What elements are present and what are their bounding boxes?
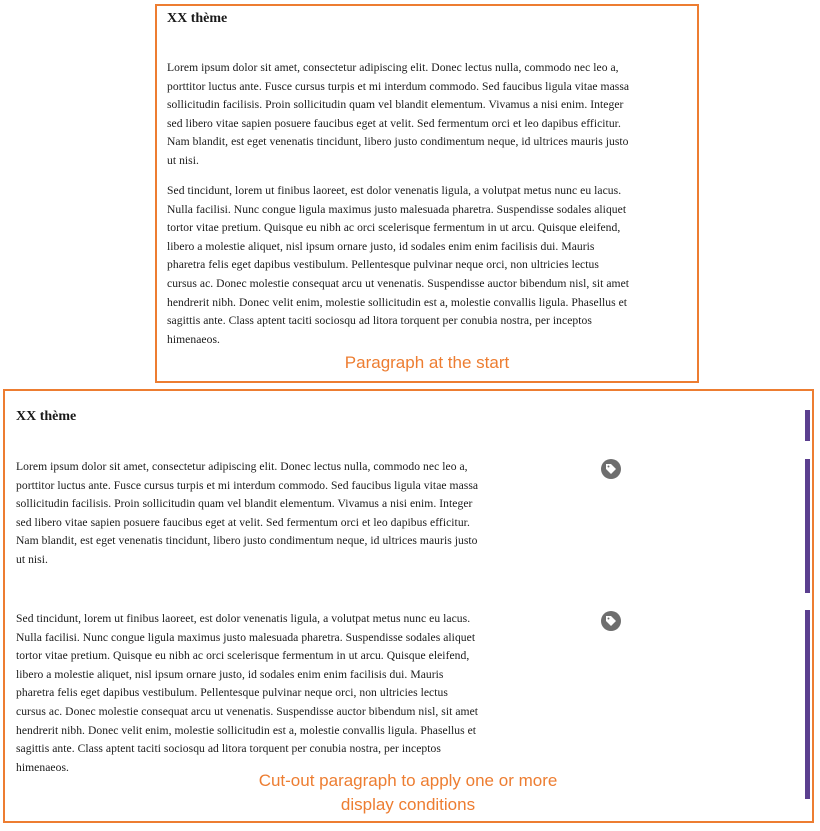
paragraph-line: Lorem ipsum dolor sit amet, consectetur adipiscing elit. Donec lectus nulla, commodo nec leo a, (16, 460, 468, 473)
paragraph-line: cursus ac. Donec molestie consequat arcu ut venenatis. Suspendisse auctor bibendum nisl, sit amet (16, 704, 479, 718)
paragraph-1 (16, 458, 478, 570)
paragraph-line: Nam blandit, est eget venenatis tincidunt, libero justo condimentum neque, id ultrices mauris justo (167, 135, 629, 149)
caption-line: Cut-out paragraph to apply one or more (258, 771, 558, 790)
paragraph-line: tortor vitae pretium. Quisque eu nibh ac orci scelerisque fermentum in ut arcu. Quisque eleifend, (167, 221, 621, 235)
theme-heading: XX thème (16, 409, 77, 424)
paragraph-line: sed libero vitae sapien posuere faucibus eget at velit. Sed fermentum orci et leo dapibus efficitur. (16, 515, 470, 529)
paragraph-line: hendrerit nibh. Donec velit enim, molestie sollicitudin est a, molestie convallis ligula. Phasellus et (167, 295, 628, 309)
paragraph-line: Lorem ipsum dolor sit amet, consectetur adipiscing elit. Donec lectus nulla, commodo nec leo a, (167, 61, 619, 74)
paragraph-line: Nulla facilisi. Nunc congue ligula maximus justo malesuada pharetra. Suspendisse sodales aliquet (167, 202, 627, 216)
paragraph-line: sagittis ante. Class aptent taciti sociosqu ad litora torquent per conubia nostra, per inceptos (167, 314, 592, 328)
section-marker-bar[interactable] (805, 459, 810, 593)
paragraph-line: Sed tincidunt, lorem ut finibus laoreet, est dolor venenatis ligula, a volutpat metus nunc eu lacus. (167, 184, 622, 197)
paragraph-2 (16, 610, 478, 777)
tag-icon[interactable] (601, 459, 621, 479)
paragraph-2 (167, 182, 629, 349)
paragraph-line: hendrerit nibh. Donec velit enim, molestie sollicitudin est a, molestie convallis ligula. Phasellus et (16, 723, 477, 737)
paragraph-line: himenaeos. (167, 332, 220, 346)
paragraph-line: himenaeos. (16, 760, 69, 774)
paragraph-line: sagittis ante. Class aptent taciti sociosqu ad litora torquent per conubia nostra, per inceptos (16, 742, 441, 756)
paragraph-line: pharetra felis eget dapibus vestibulum. Pellentesque pulvinar neque orci, non ultricies lectus (16, 686, 448, 700)
paragraph-line: sed libero vitae sapien posuere faucibus eget at velit. Sed fermentum orci et leo dapibus efficitur. (167, 116, 621, 130)
paragraph-line: ut nisi. (16, 552, 48, 566)
paragraph-line: ut nisi. (167, 153, 199, 167)
paragraph-line: sollicitudin facilisis. Proin sollicitudin quam vel blandit elementum. Vivamus a nisi enim. Integer (16, 497, 473, 511)
theme-heading: XX thème (167, 11, 228, 26)
paragraph-line: porttitor luctus ante. Fusce cursus turpis et mi interdum commodo. Sed faucibus ligula vitae massa (16, 478, 479, 492)
caption-line: display conditions (340, 795, 476, 814)
paragraph-line: tortor vitae pretium. Quisque eu nibh ac orci scelerisque fermentum in ut arcu. Quisque eleifend, (16, 649, 470, 663)
paragraph-line: Nulla facilisi. Nunc congue ligula maximus justo malesuada pharetra. Suspendisse sodales aliquet (16, 630, 476, 644)
paragraph-line: Nam blandit, est eget venenatis tincidunt, libero justo condimentum neque, id ultrices mauris justo (16, 534, 478, 548)
paragraph-line: pharetra felis eget dapibus vestibulum. Pellentesque pulvinar neque orci, non ultricies lectus (167, 258, 599, 272)
tag-icon[interactable] (601, 611, 621, 631)
paragraph-line: sollicitudin facilisis. Proin sollicitudin quam vel blandit elementum. Vivamus a nisi enim. Integer (167, 98, 624, 112)
paragraph-line: Sed tincidunt, lorem ut finibus laoreet, est dolor venenatis ligula, a volutpat metus nunc eu lacus. (16, 612, 471, 625)
section-marker-bar[interactable] (805, 410, 810, 441)
paragraph-line: cursus ac. Donec molestie consequat arcu ut venenatis. Suspendisse auctor bibendum nisl, sit amet (167, 276, 630, 290)
paragraph-line: libero a molestie aliquet, nisl ipsum ornare justo, id sodales enim enim facilisis dui. Mauris (167, 239, 595, 253)
paragraph-line: libero a molestie aliquet, nisl ipsum ornare justo, id sodales enim enim facilisis dui. Mauris (16, 667, 444, 681)
caption-paragraph-at-start: Paragraph at the start (344, 353, 510, 372)
paragraph-line: porttitor luctus ante. Fusce cursus turpis et mi interdum commodo. Sed faucibus ligula vitae massa (167, 79, 630, 93)
paragraph-1 (167, 59, 629, 171)
section-marker-bar[interactable] (805, 610, 810, 799)
caption-cut-out-paragraph (208, 769, 608, 817)
